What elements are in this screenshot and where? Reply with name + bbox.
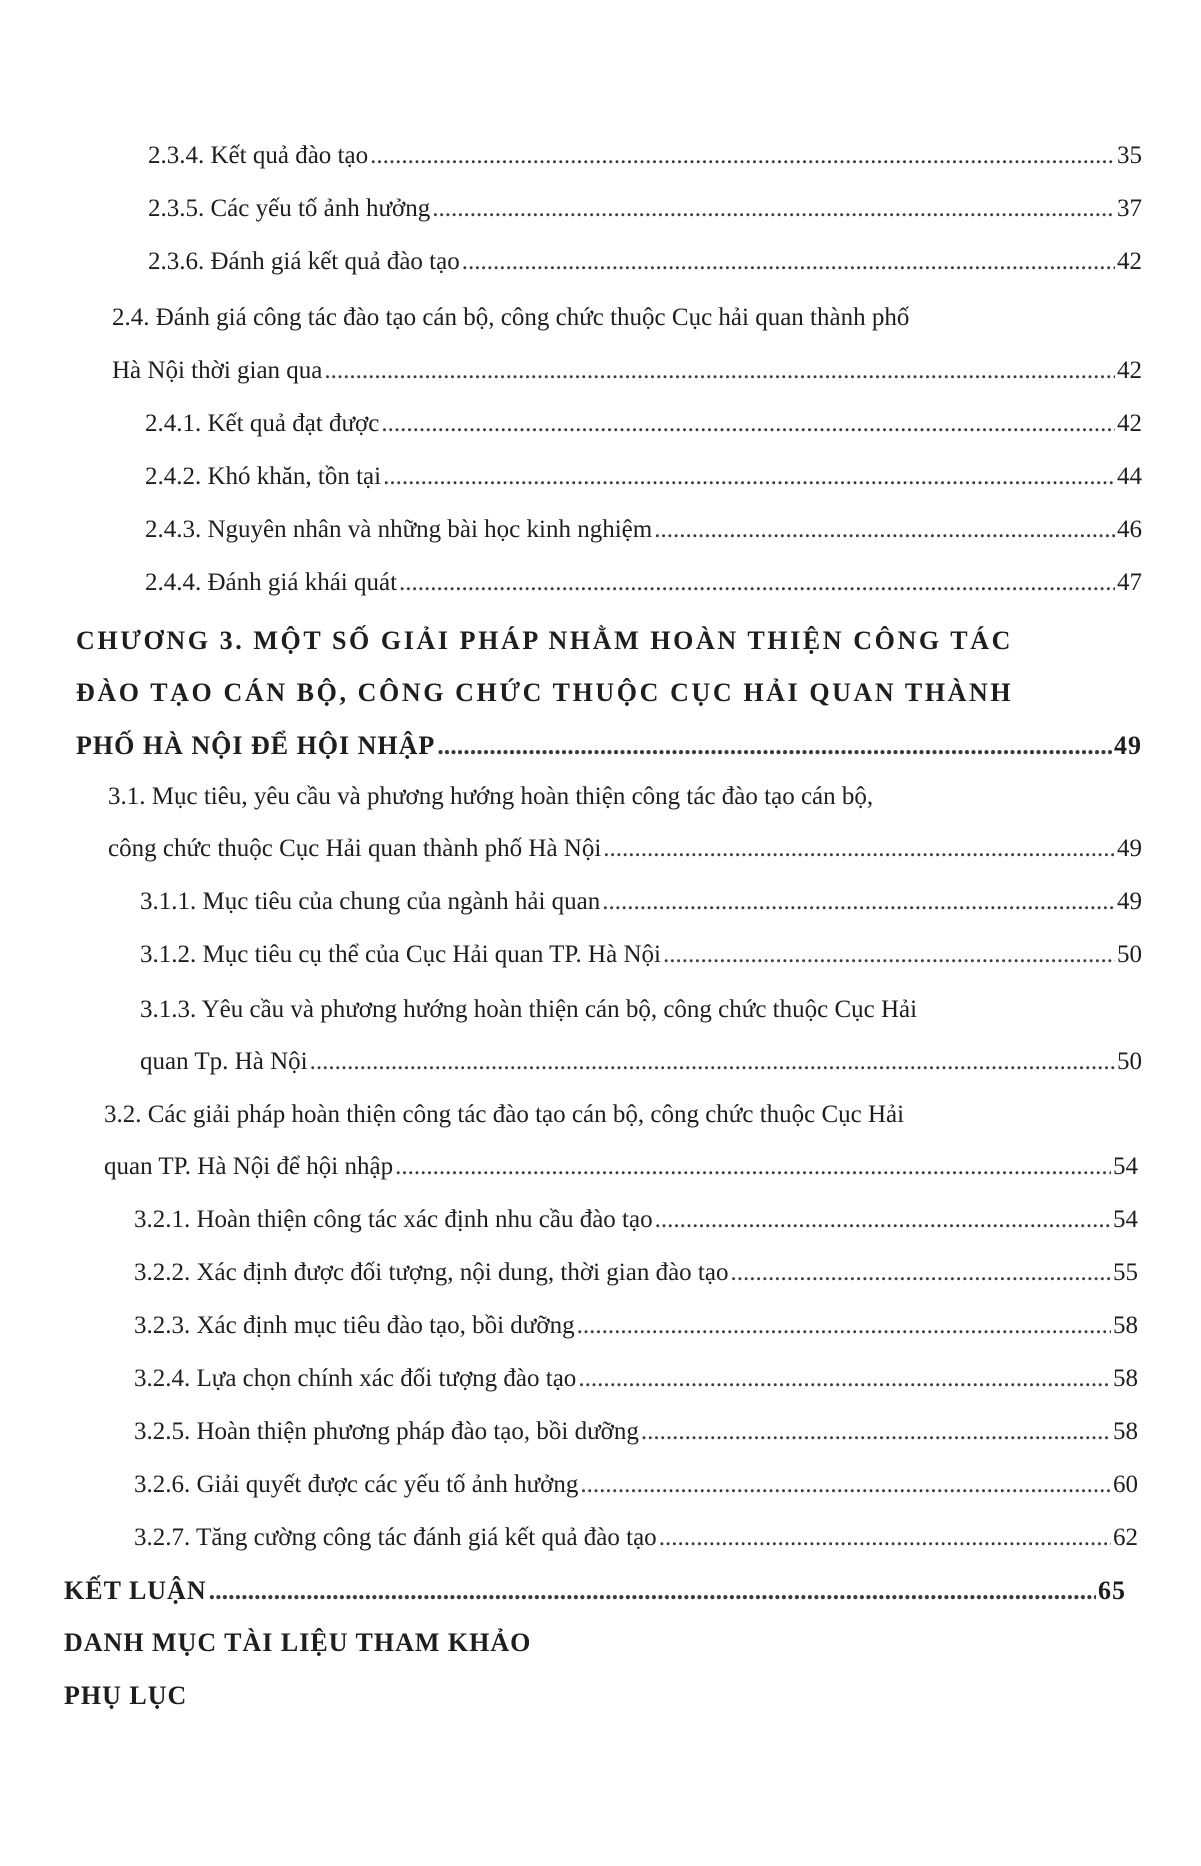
toc-entry-chapter-3 (76, 730, 1142, 762)
toc-entry-3-2-4 (134, 1363, 1138, 1395)
toc-entry-3-2 (104, 1151, 1138, 1183)
toc-entry-3-2-5 (134, 1416, 1138, 1448)
toc-entry-page: 54 (1113, 1206, 1138, 1233)
toc-entry-references: DANH MỤC TÀI LIỆU THAM KHẢO (64, 1628, 532, 1657)
dot-leader (577, 1310, 1111, 1342)
toc-entry-page: 49 (1114, 731, 1142, 760)
dot-leader (432, 193, 1115, 225)
dot-leader (370, 140, 1115, 172)
dot-leader (324, 355, 1115, 387)
dot-leader (655, 1204, 1111, 1236)
toc-entry-title: 3.2.4. Lựa chọn chính xác đối tượng đào tạo (134, 1365, 577, 1392)
dot-leader (578, 1363, 1111, 1395)
toc-entry-title: 3.2.1. Hoàn thiện công tác xác định nhu cầu đào tạo (134, 1206, 653, 1233)
dot-leader (602, 886, 1115, 918)
toc-entry-title: 2.4.4. Đánh giá khái quát (145, 569, 398, 596)
chapter-3-heading-line1: CHƯƠNG 3. MỘT SỐ GIẢI PHÁP NHẰM HOÀN THIỆN CÔNG TÁC (76, 626, 1013, 655)
dot-leader (462, 246, 1115, 278)
toc-entry-page: 47 (1117, 569, 1142, 596)
toc-entry-2-3-4 (148, 140, 1142, 172)
toc-entry-title: 3.2.2. Xác định được đối tượng, nội dung, thời gian đào tạo (134, 1259, 729, 1286)
toc-entry-page: 50 (1117, 1048, 1142, 1075)
toc-entry-page: 50 (1117, 941, 1142, 968)
toc-entry-title: 3.1.1. Mục tiêu của chung của ngành hải quan (140, 888, 601, 915)
toc-entry-title: công chức thuộc Cục Hải quan thành phố Hà Nội (108, 835, 602, 862)
toc-entry-2-4-1 (145, 408, 1142, 440)
toc-entry-title: 2.3.6. Đánh giá kết quả đào tạo (148, 248, 460, 275)
toc-entry-page: 60 (1113, 1471, 1138, 1498)
dot-leader (381, 408, 1115, 440)
dot-leader (399, 567, 1115, 599)
toc-entry-title: 2.4.1. Kết quả đạt được (145, 410, 380, 437)
toc-entry-appendix: PHỤ LỤC (64, 1681, 188, 1710)
toc-entry-3-1-3-line1: 3.1.3. Yêu cầu và phương hướng hoàn thiện cán bộ, công chức thuộc Cục Hải (140, 996, 918, 1023)
toc-entry-title: 2.3.5. Các yếu tố ảnh hưởng (148, 195, 431, 222)
toc-entry-ket-luan (64, 1575, 1126, 1607)
toc-entry-title: KẾT LUẬN (64, 1576, 207, 1605)
toc-entry-title: 2.4.2. Khó khăn, tồn tại (145, 463, 382, 490)
toc-entry-title: 3.2.3. Xác định mục tiêu đào tạo, bồi dưỡng (134, 1312, 575, 1339)
dot-leader (730, 1257, 1111, 1289)
chapter-3-heading-line2: ĐÀO TẠO CÁN BỘ, CÔNG CHỨC THUỘC CỤC HẢI QUAN THÀNH (76, 678, 1014, 707)
toc-entry-title: 2.4.3. Nguyên nhân và những bài học kinh nghiệm (145, 516, 653, 543)
dot-leader (641, 1416, 1111, 1448)
dot-leader (663, 939, 1115, 971)
toc-entry-title: 2.3.4. Kết quả đào tạo (148, 142, 369, 169)
dot-leader (580, 1469, 1111, 1501)
toc-entry-2-4-2 (145, 461, 1142, 493)
toc-entry-page: 42 (1117, 357, 1142, 384)
toc-entry-2-4 (112, 355, 1142, 387)
toc-entry-page: 58 (1113, 1418, 1138, 1445)
toc-entry-page: 42 (1117, 410, 1142, 437)
toc-entry-page: 55 (1113, 1259, 1138, 1286)
toc-entry-3-2-7 (134, 1522, 1138, 1554)
dot-leader (654, 514, 1115, 546)
toc-entry-3-1-2 (140, 939, 1142, 971)
dot-leader (383, 461, 1115, 493)
dot-leader (209, 1575, 1096, 1607)
toc-entry-3-1-1 (140, 886, 1142, 918)
toc-entry-page: 65 (1098, 1576, 1126, 1605)
toc-entry-3-2-1 (134, 1204, 1138, 1236)
toc-entry-page: 42 (1117, 248, 1142, 275)
toc-entry-title: 3.1.2. Mục tiêu cụ thể của Cục Hải quan TP. Hà Nội (140, 941, 661, 968)
toc-entry-title: 3.2.6. Giải quyết được các yếu tố ảnh hưởng (134, 1471, 579, 1498)
toc-entry-title: 3.2.7. Tăng cường công tác đánh giá kết quả đào tạo (134, 1524, 657, 1551)
toc-entry-2-4-line1: 2.4. Đánh giá công tác đào tạo cán bộ, công chức thuộc Cục hải quan thành phố (112, 304, 910, 331)
toc-entry-page: 44 (1117, 463, 1142, 490)
dot-leader (310, 1046, 1115, 1078)
toc-entry-3-1 (108, 833, 1142, 865)
dot-leader (437, 730, 1112, 762)
dot-leader (395, 1151, 1111, 1183)
toc-entry-page: 58 (1113, 1365, 1138, 1392)
dot-leader (603, 833, 1115, 865)
toc-entry-2-3-5 (148, 193, 1142, 225)
toc-entry-title: PHỐ HÀ NỘI ĐỂ HỘI NHẬP (76, 731, 436, 760)
toc-entry-page: 54 (1113, 1153, 1138, 1180)
toc-entry-3-2-line1: 3.2. Các giải pháp hoàn thiện công tác đào tạo cán bộ, công chức thuộc Cục Hải (104, 1101, 905, 1128)
toc-entry-page: 35 (1117, 142, 1142, 169)
toc-entry-title: Hà Nội thời gian qua (112, 357, 323, 384)
toc-entry-page: 37 (1117, 195, 1142, 222)
dot-leader (659, 1522, 1111, 1554)
toc-entry-2-3-6 (148, 246, 1142, 278)
toc-entry-page: 49 (1117, 888, 1142, 915)
toc-entry-page: 62 (1113, 1524, 1138, 1551)
toc-entry-page: 49 (1117, 835, 1142, 862)
toc-entry-page: 46 (1117, 516, 1142, 543)
toc-entry-3-1-3 (140, 1046, 1142, 1078)
toc-entry-3-2-3 (134, 1310, 1138, 1342)
toc-entry-page: 58 (1113, 1312, 1138, 1339)
toc-entry-title: quan TP. Hà Nội để hội nhập (104, 1153, 394, 1180)
toc-entry-3-2-6 (134, 1469, 1138, 1501)
toc-entry-3-2-2 (134, 1257, 1138, 1289)
toc-entry-2-4-3 (145, 514, 1142, 546)
toc-entry-title: quan Tp. Hà Nội (140, 1048, 308, 1075)
toc-entry-title: 3.2.5. Hoàn thiện phương pháp đào tạo, bồi dưỡng (134, 1418, 639, 1445)
toc-entry-2-4-4 (145, 567, 1142, 599)
toc-entry-3-1-line1: 3.1. Mục tiêu, yêu cầu và phương hướng hoàn thiện công tác đào tạo cán bộ, (108, 783, 874, 810)
